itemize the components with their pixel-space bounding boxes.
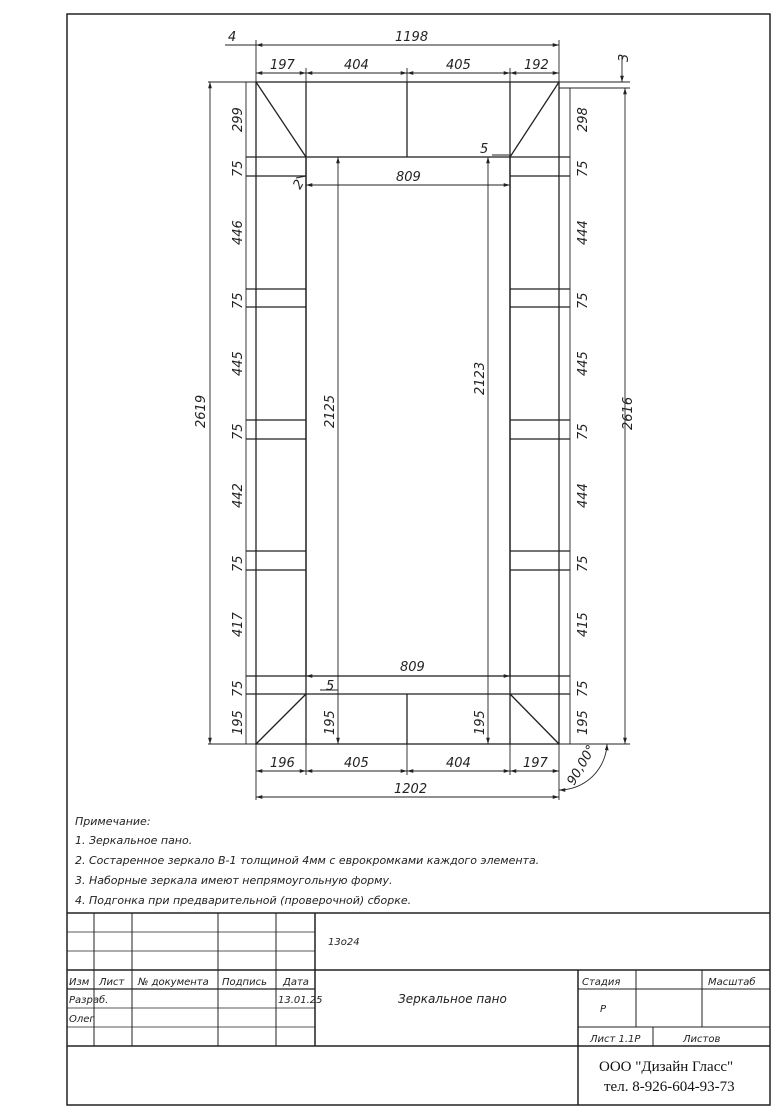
notes [75,815,539,907]
header-signature: Подпись [222,977,267,988]
dim-inner-bottom-left: 195 [323,710,338,735]
dim-inner-height-left: 2125 [323,394,338,428]
doc-code: 13о24 [328,937,360,948]
dim-top-seg-4: 192 [524,58,549,73]
dim-top-seg-2: 404 [344,58,369,73]
dim-gap-bottom-left: 5 [326,679,335,694]
corner-diag-tl [256,82,306,157]
corner-diag-bl [256,694,306,744]
dim-left-seg-2: 75 [231,160,246,177]
note-3: 3. Наборные зеркала имеют непрямоугольную форму. [75,874,393,887]
dim-right-seg-11: 195 [576,710,591,735]
dim-top-total: 1198 [395,30,429,45]
dim-right-seg-9: 415 [576,612,591,637]
dim-right-seg-3: 444 [576,220,591,245]
dim-gap-top-left: 2 [290,177,308,192]
developed-label: Разраб. [69,995,109,1006]
dim-right-total: 2616 [621,396,636,430]
develop-date: 13.01.25 [278,995,323,1006]
dim-left-seg-8: 75 [231,555,246,572]
dim-left-seg-11: 195 [231,710,246,735]
dim-top-seg-3: 405 [446,58,471,73]
dim-top-seg-1: 197 [270,58,295,73]
title-block [67,913,770,1105]
note-2: 2. Состаренное зеркало В-1 толщиной 4мм с еврокромками каждого элемента. [75,854,540,867]
dim-left-seg-7: 442 [231,483,246,508]
company-name: ООО "Дизайн Гласс" [599,1059,734,1075]
dim-angle: 90,00° [564,742,600,788]
dim-right-seg-4: 75 [576,292,591,309]
header-doc-number: № документа [138,977,209,988]
sheet-label: Лист 1.1Р [590,1034,641,1045]
dim-right-seg-7: 444 [576,483,591,508]
title-block-texts [69,937,756,1095]
dim-left-seg-6: 75 [231,423,246,440]
header-date: Дата [283,977,309,988]
header-izm: Изм [69,977,90,988]
dim-left-total: 2619 [194,394,209,428]
dim-bottom-total: 1202 [394,782,428,797]
dim-inner-height-right: 2123 [473,361,488,395]
dim-right-seg-5: 445 [576,351,591,376]
dim-right-seg-2: 75 [576,160,591,177]
dim-right-seg-6: 75 [576,423,591,440]
dim-right-seg-1: 298 [576,107,591,132]
dim-left-seg-4: 75 [231,292,246,309]
dim-left-seg-10: 75 [231,680,246,697]
developer-name: Олег [69,1014,95,1025]
dim-left-seg-9: 417 [231,612,246,637]
dim-bottom-seg-2: 405 [344,756,369,771]
dim-inner-width-bottom: 809 [400,660,425,675]
dim-gap-top-right: 5 [480,142,489,157]
sheets-label: Листов [683,1034,721,1045]
stage-value: Р [600,1004,607,1015]
drawing-name: Зеркальное пано [398,992,507,1006]
dim-left-seg-5: 445 [231,351,246,376]
note-1: 1. Зеркальное пано. [75,834,193,847]
dim-bottom-seg-1: 196 [270,756,295,771]
note-4: 4. Подгонка при предварительной (проверочной) сборке. [75,894,412,907]
corner-diag-br [510,694,559,744]
dim-bottom-seg-3: 404 [446,756,471,771]
dim-inner-width-top: 809 [396,170,421,185]
dim-top-offset-left: 4 [228,30,237,45]
company-phone: тел. 8-926-604-93-73 [604,1079,735,1095]
header-list: Лист [99,977,125,988]
dim-right-seg-8: 75 [576,555,591,572]
corner-diag-tr [510,82,559,157]
scale-label: Масштаб [708,977,756,988]
dim-left-seg-1: 299 [231,107,246,132]
dim-bottom-seg-4: 197 [523,756,548,771]
stage-label: Стадия [582,977,621,988]
dim-inner-bottom-right: 195 [473,710,488,735]
dim-left-seg-3: 446 [231,220,246,245]
notes-heading: Примечание: [75,815,151,828]
dim-top-offset-right: 3 [617,53,632,62]
dim-right-seg-10: 75 [576,680,591,697]
